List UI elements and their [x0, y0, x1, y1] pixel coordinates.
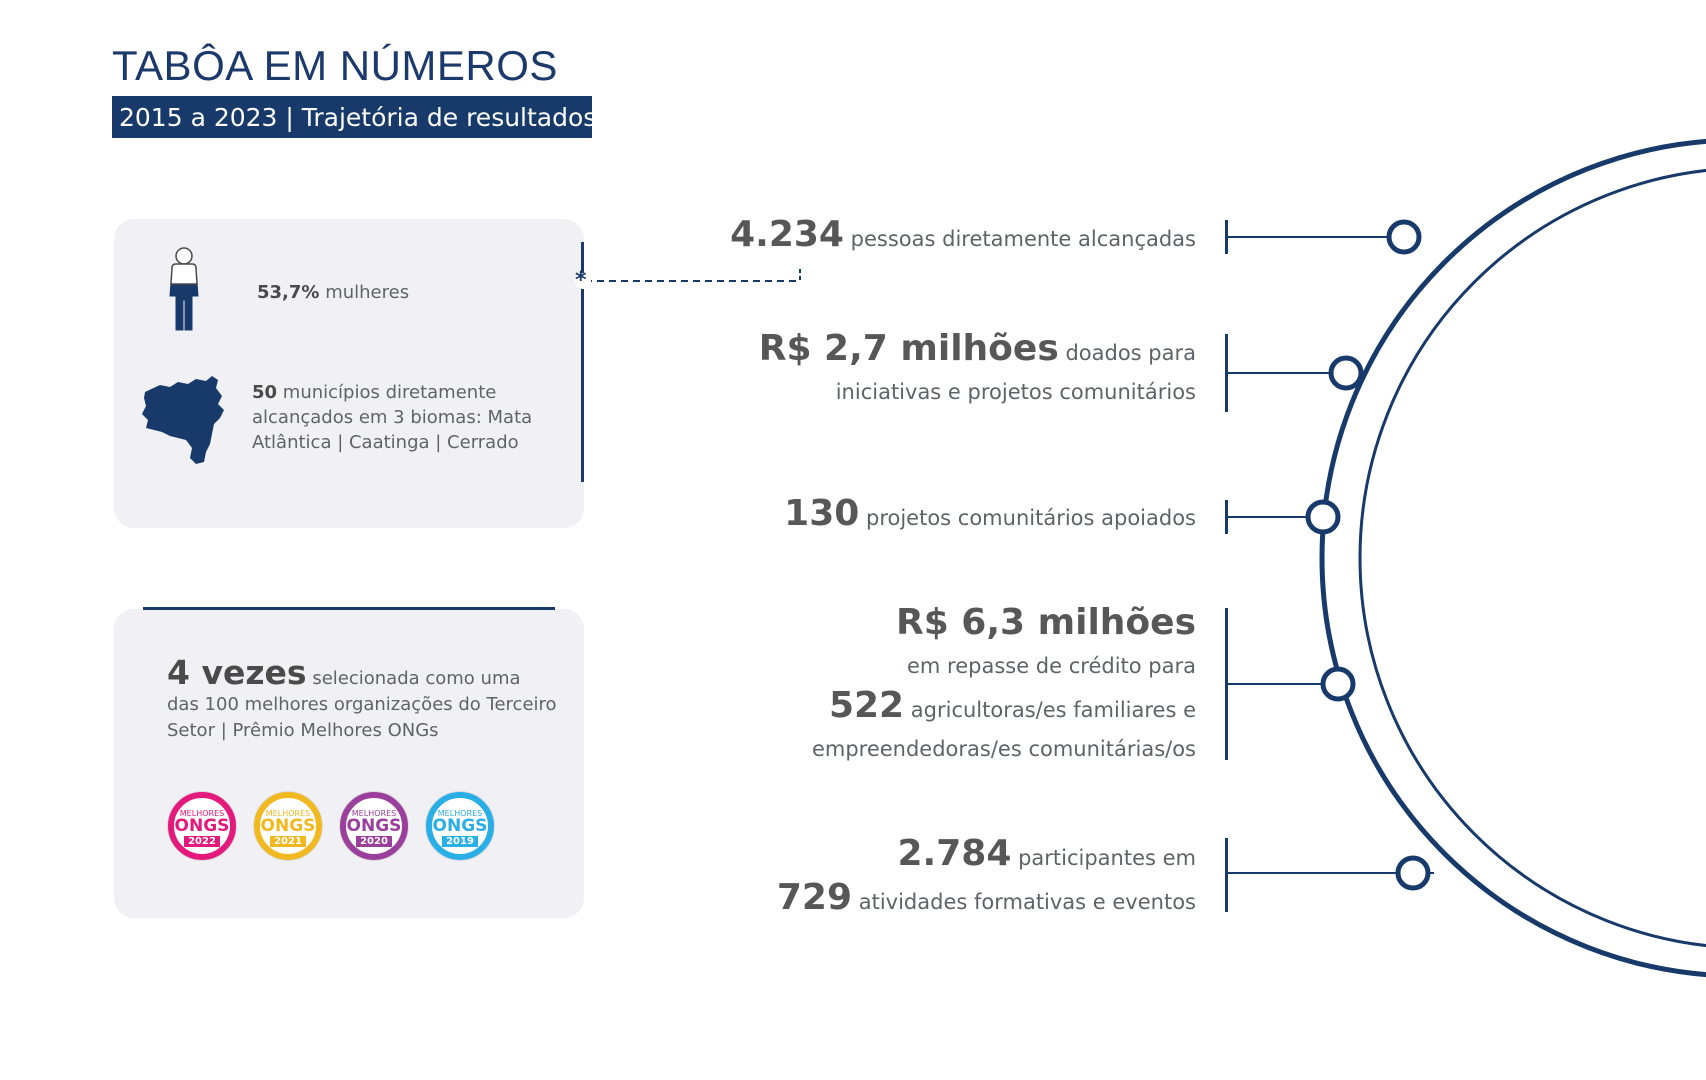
stat-donations: R$ 2,7 milhões doados para iniciativas e projetos comunitários — [758, 328, 1196, 404]
badge-2019: MELHORES ONGS 2019 — [426, 792, 494, 860]
stat-people-reached: 4.234 pessoas diretamente alcançadas — [730, 214, 1196, 255]
stat-projects: 130 projetos comunitários apoiados — [784, 493, 1196, 534]
stat-credit: R$ 6,3 milhões em repasse de crédito para 522 agricultoras/es familiares e empreendedoras/es comunitárias/os — [811, 602, 1196, 761]
stat-participants: 2.784 participantes em 729 atividades formativas e eventos — [776, 833, 1196, 918]
women-stat: 53,7% mulheres — [257, 282, 410, 303]
asterisk-marker: * — [575, 268, 587, 293]
badge-2021: MELHORES ONGS 2021 — [254, 792, 322, 860]
badge-2020: MELHORES ONGS 2020 — [340, 792, 408, 860]
badge-2022: MELHORES ONGS 2022 — [168, 792, 236, 860]
subtitle-banner: 2015 a 2023 | Trajetória de resultados — [112, 96, 592, 138]
timeline-node-4 — [1323, 669, 1353, 699]
timeline-node-2 — [1331, 358, 1361, 388]
page-title: TABÔA EM NÚMEROS — [112, 42, 558, 89]
inner-arc — [1360, 168, 1706, 948]
award-text: 4 vezes selecionada como uma das 100 melhores organizações do Terceiro Setor | Prêmio Melhores ONGs — [167, 653, 557, 741]
municipalities-stat: 50 municípios diretamente alcançados em 3 biomas: Mata Atlântica | Caatinga | Cerrado — [252, 382, 533, 453]
timeline-node-3 — [1308, 502, 1338, 532]
outer-arc — [1322, 140, 1706, 976]
timeline-node-1 — [1389, 222, 1419, 252]
timeline-node-5 — [1398, 858, 1428, 888]
